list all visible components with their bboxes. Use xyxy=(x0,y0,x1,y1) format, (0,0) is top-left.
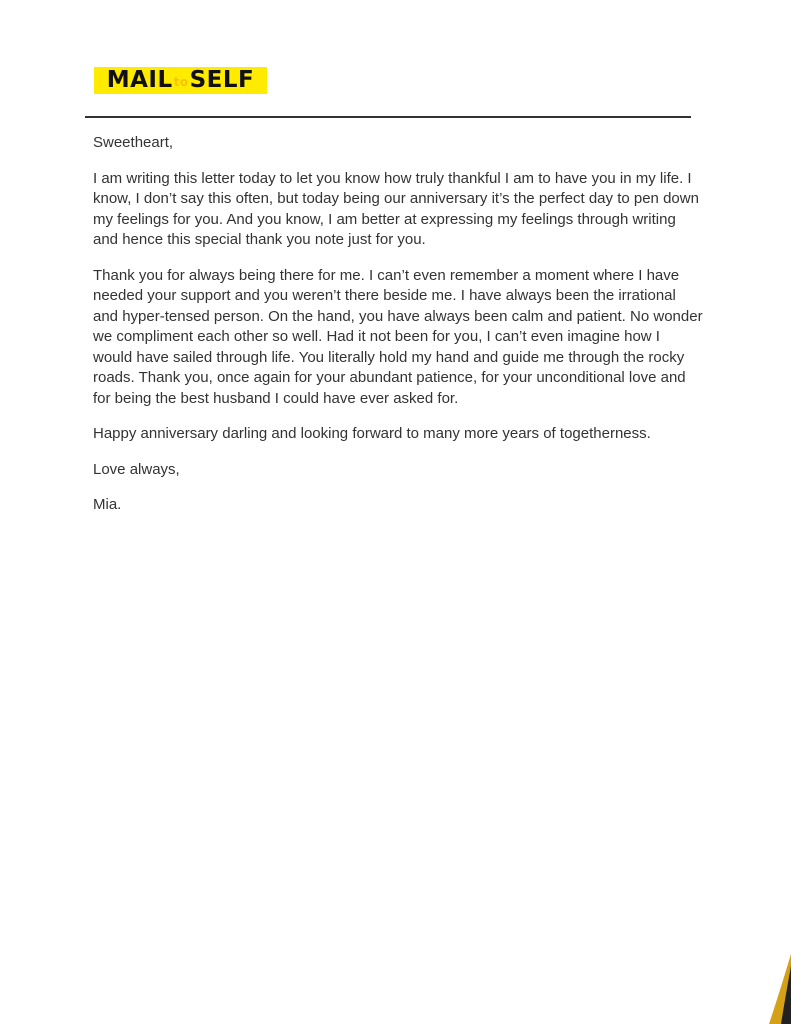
letter-paragraph: I am writing this letter today to let you know how truly thankful I am to have you in my life. I know, I don’t say this often, but today being our anniversary it’s the perfect day to pen down my feelings for you. And you know, I am better at expressing my feelings through writing and hence this special thank you note just for you. xyxy=(93,169,699,248)
logo-text-mail: MAIL xyxy=(106,67,173,93)
letter-paragraph: Happy anniversary darling and looking forward to many more years of togetherness. xyxy=(93,425,651,442)
letter-body xyxy=(93,133,703,531)
letter-salutation: Sweetheart, xyxy=(93,134,174,151)
letter-signature: Mia. xyxy=(93,496,122,513)
logo-text-to: to xyxy=(173,75,189,89)
corner-decoration xyxy=(761,954,791,1024)
logo-text-self: SELF xyxy=(189,67,255,93)
header-divider xyxy=(85,116,691,118)
letter-paragraph: Thank you for always being there for me. I can’t even remember a moment where I have needed your support and you weren’t there beside me. I have always been the irrational and hyper-tensed person. On the hand, you have always been calm and patient. No wonder we compliment each other so well. Had it not been for you, I can’t even imagine how I would have sailed through life. You literally hold my hand and guide me through the rocky roads. Thank you, once again for your abundant patience, for your unconditional love and for being the best husband I could have ever asked for. xyxy=(93,266,703,407)
mail-to-self-logo xyxy=(94,67,267,94)
letter-closing: Love always, xyxy=(93,460,180,478)
